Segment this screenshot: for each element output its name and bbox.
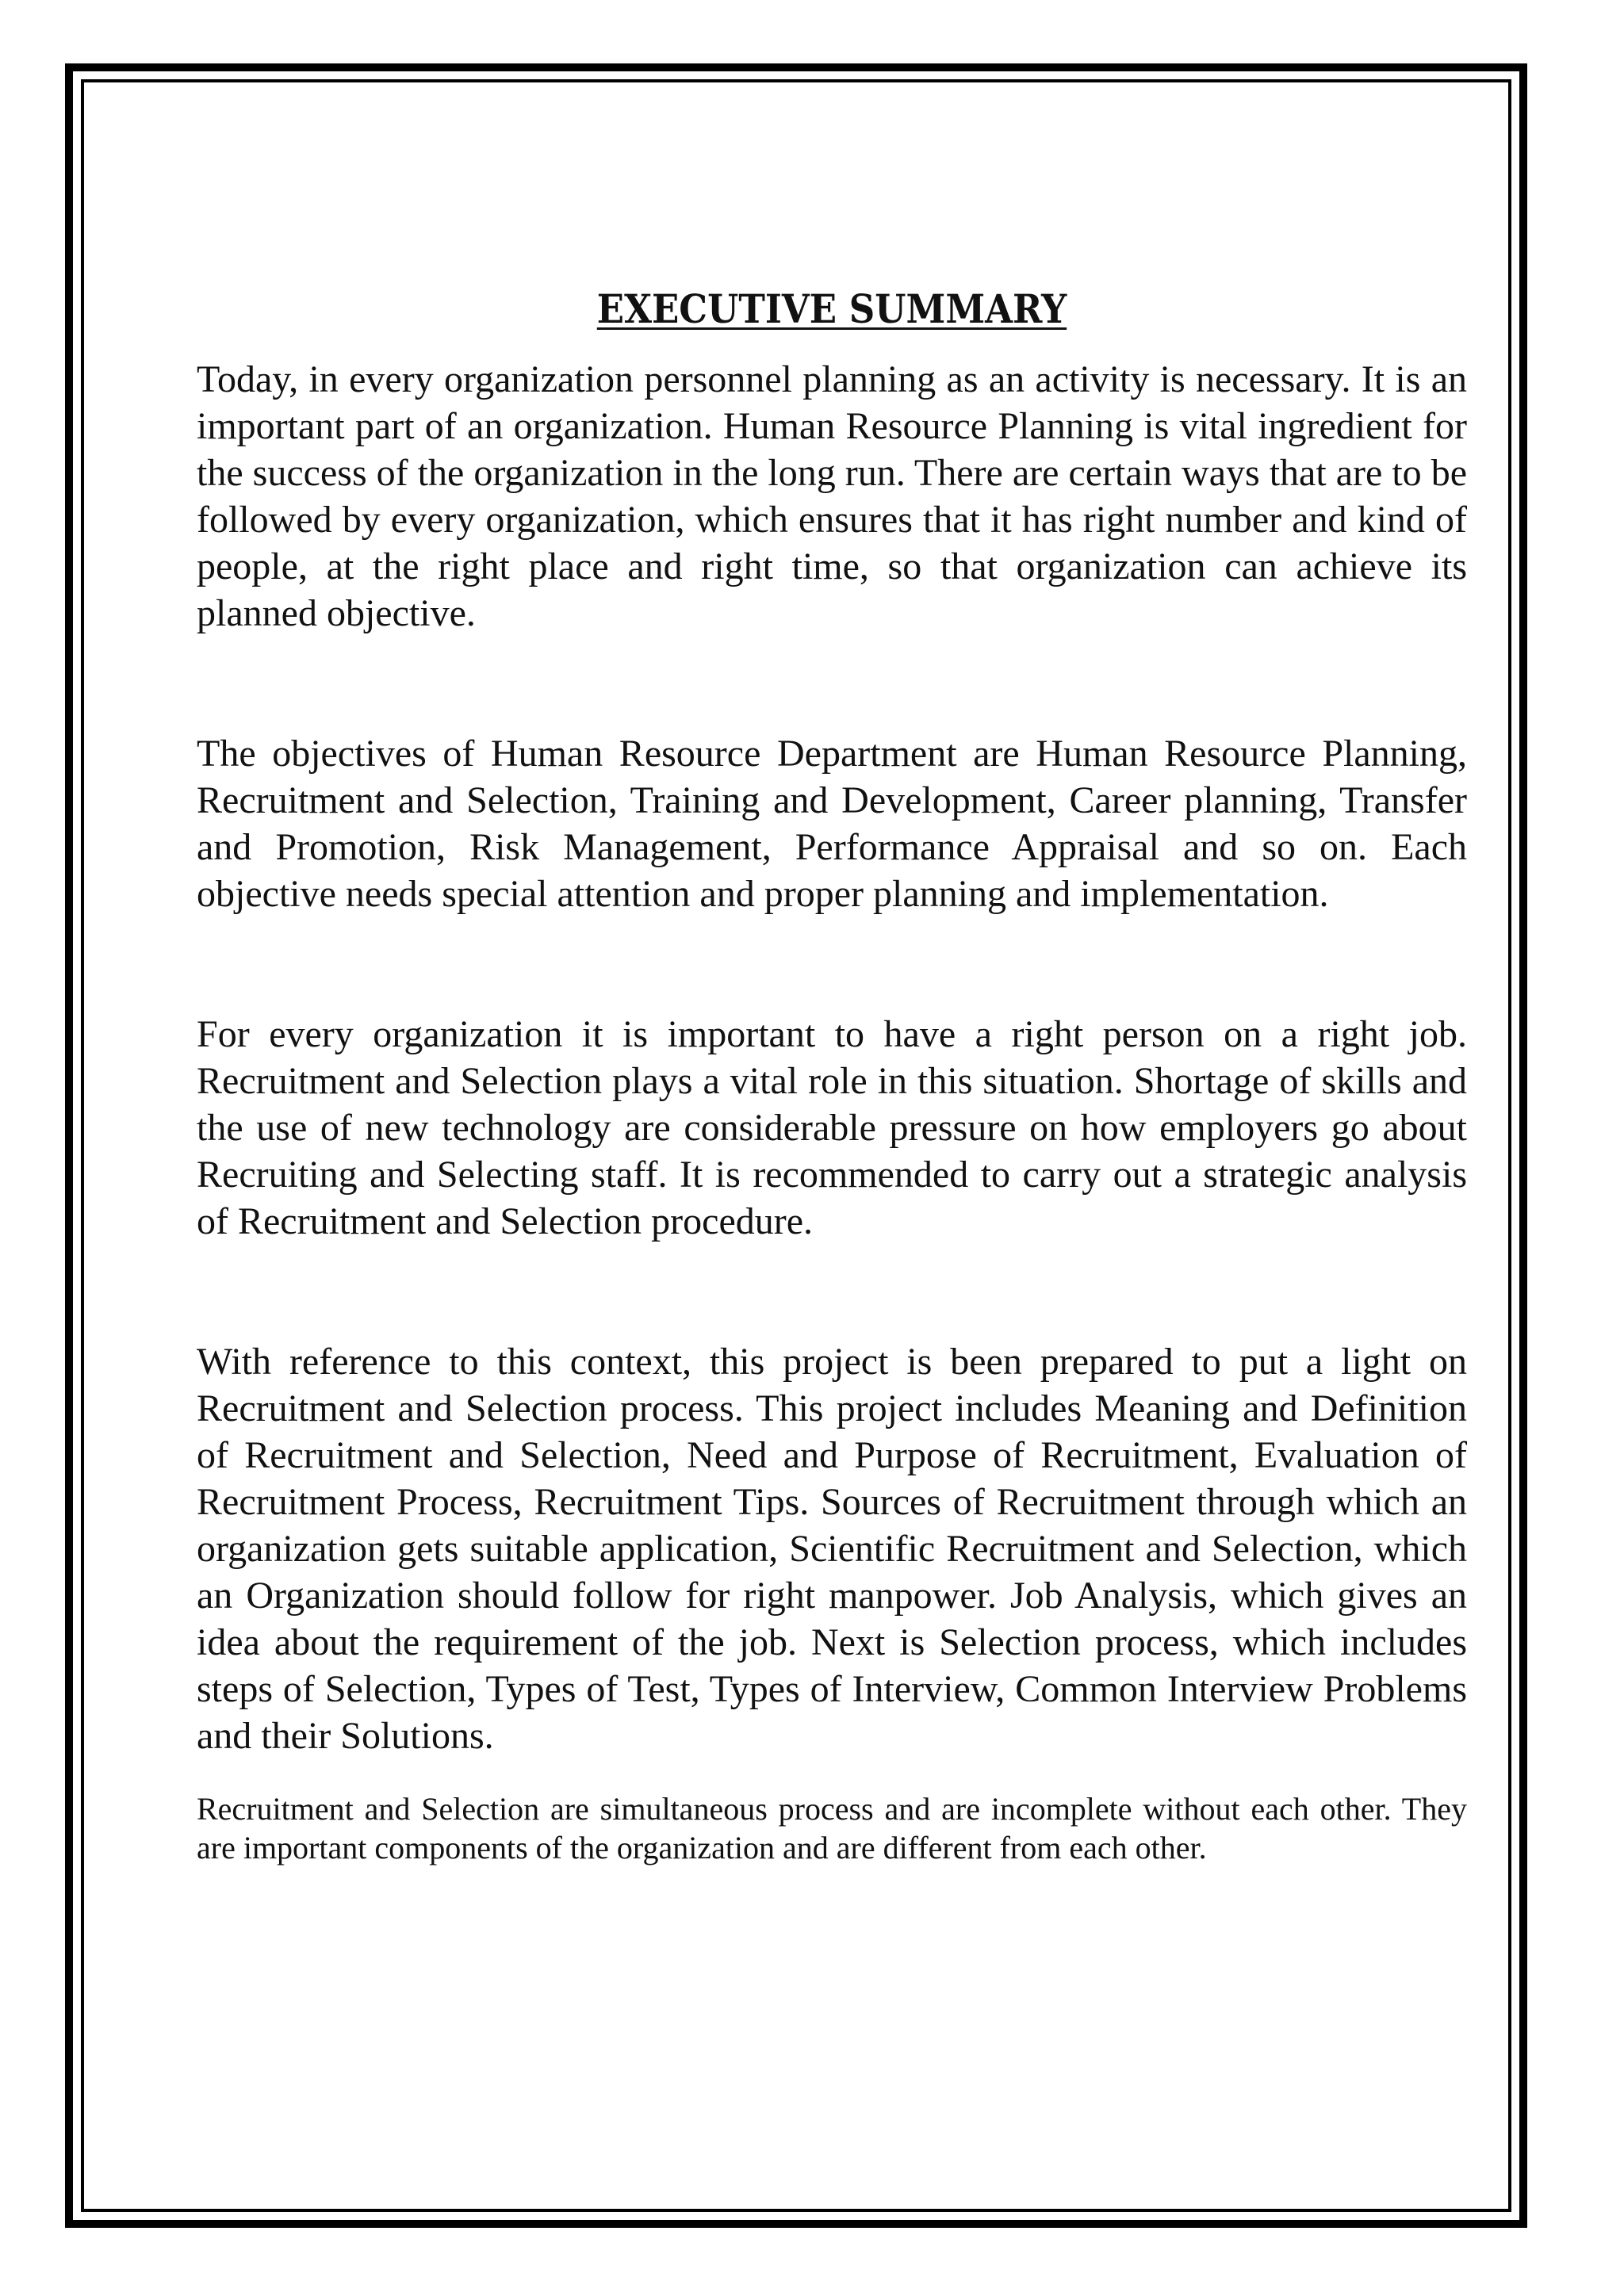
paragraph-objectives: The objectives of Human Resource Department are Human Resource Planning, Recruitment and Selection, Training and Development, Career planning, Transfer and Promotion, Risk Management, Performance Appraisal and so on. Each objective needs special attention and proper planning and implementation. — [197, 733, 1467, 915]
paragraph-conclusion: Recruitment and Selection are simultaneous process and are incomplete without each other. They are important components of the organization and are different from each other. — [197, 1791, 1467, 1866]
paragraph-project-scope: With reference to this context, this project is been prepared to put a light on Recruitment and Selection process. This project includes Meaning and Definition of Recruitment and Selection, Need and Purpose of Recruitment, Evaluation of Recruitment Process, Recruitment Tips. Sources of Recruitment through which an organization gets suitable application, Scientific Recruitment and Selection, which an Organization should follow for right manpower. Job Analysis, which gives an idea about the requirement of the job. Next is Selection process, which includes steps of Selection, Types of Test, Types of Interview, Common Interview Problems and their Solutions. — [197, 1341, 1467, 1757]
document-body — [197, 285, 1467, 1867]
page-title: EXECUTIVE SUMMARY — [596, 285, 1067, 332]
paragraph-intro: Today, in every organization personnel planning as an activity is necessary. It is an important part of an organization. Human Resource Planning is vital ingredient for the success of the organization in the long run. There are certain ways that are to be followed by every organization, which ensures that it has right number and kind of people, at the right place and right time, so that organization can achieve its planned objective. — [197, 358, 1467, 634]
paragraph-right-person: For every organization it is important to have a right person on a right job. Recruitment and Selection plays a vital role in this situation. Shortage of skills and the use of new technology are considerable pressure on how employers go about Recruiting and Selecting staff. It is recommended to carry out a strategic analysis of Recruitment and Selection procedure. — [197, 1013, 1467, 1242]
